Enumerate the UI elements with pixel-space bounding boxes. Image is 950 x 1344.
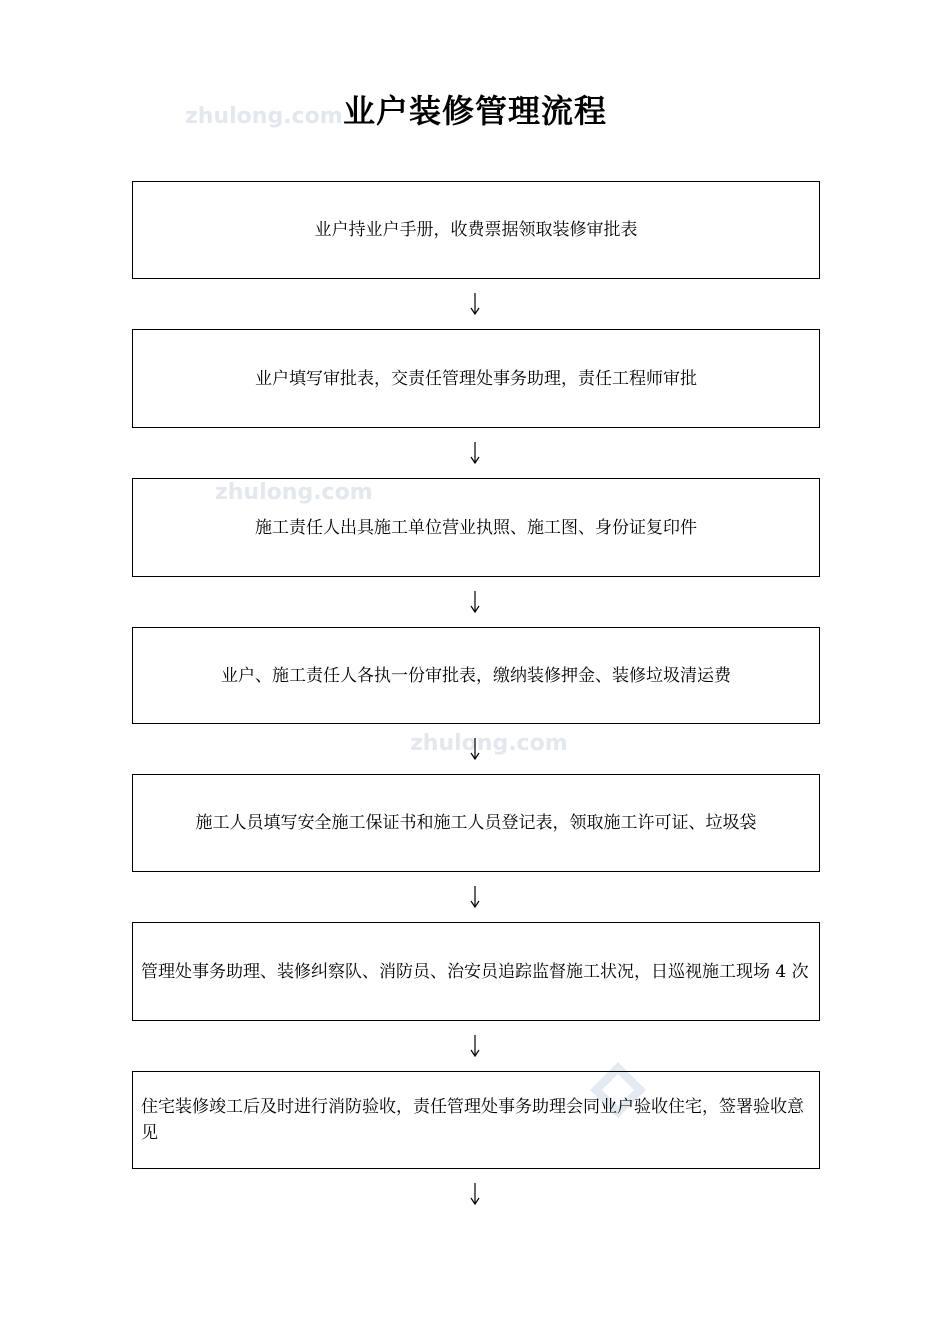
flow-step-2-text: 业户填写审批表，交责任管理处事务助理，责任工程师审批: [255, 368, 697, 389]
watermark-3: zhulong.com: [410, 731, 568, 756]
flow-step-6: [132, 922, 820, 1021]
flow-step-1-text: 业户持业户手册，收费票据领取装修审批表: [314, 220, 638, 240]
flow-step-3: [132, 478, 820, 577]
flow-step-2: [132, 329, 820, 428]
flow-step-4: [132, 627, 820, 724]
down-arrow-icon: [468, 1182, 482, 1206]
watermark-2: zhulong.com: [215, 480, 373, 505]
down-arrow-icon: [468, 590, 482, 614]
flow-step-1: [132, 181, 820, 279]
flow-step-5-text: 施工人员填写安全施工保证书和施工人员登记表，领取施工许可证、垃圾袋: [195, 813, 757, 833]
flow-step-7: [132, 1071, 820, 1169]
down-arrow-icon: [468, 737, 482, 761]
flow-step-5: [132, 774, 820, 872]
flow-step-6-text: 管理处事务助理、装修纠察队、消防员、治安员追踪监督施工状况，日巡视施工现场 4 次: [141, 961, 809, 982]
down-arrow-icon: [468, 292, 482, 316]
flow-step-7-text: 住宅装修竣工后及时进行消防验收，责任管理处事务助理会同业户验收住宅，签署验收意见: [141, 1097, 804, 1143]
down-arrow-icon: [468, 885, 482, 909]
flow-step-3-text: 施工责任人出具施工单位营业执照、施工图、身份证复印件: [255, 517, 697, 538]
watermark-1: zhulong.com: [185, 104, 343, 129]
flow-step-4-text: 业户、施工责任人各执一份审批表，缴纳装修押金、装修垃圾清运费: [221, 665, 731, 686]
page-title: 业户装修管理流程: [342, 92, 607, 130]
down-arrow-icon: [468, 441, 482, 465]
down-arrow-icon: [468, 1034, 482, 1058]
